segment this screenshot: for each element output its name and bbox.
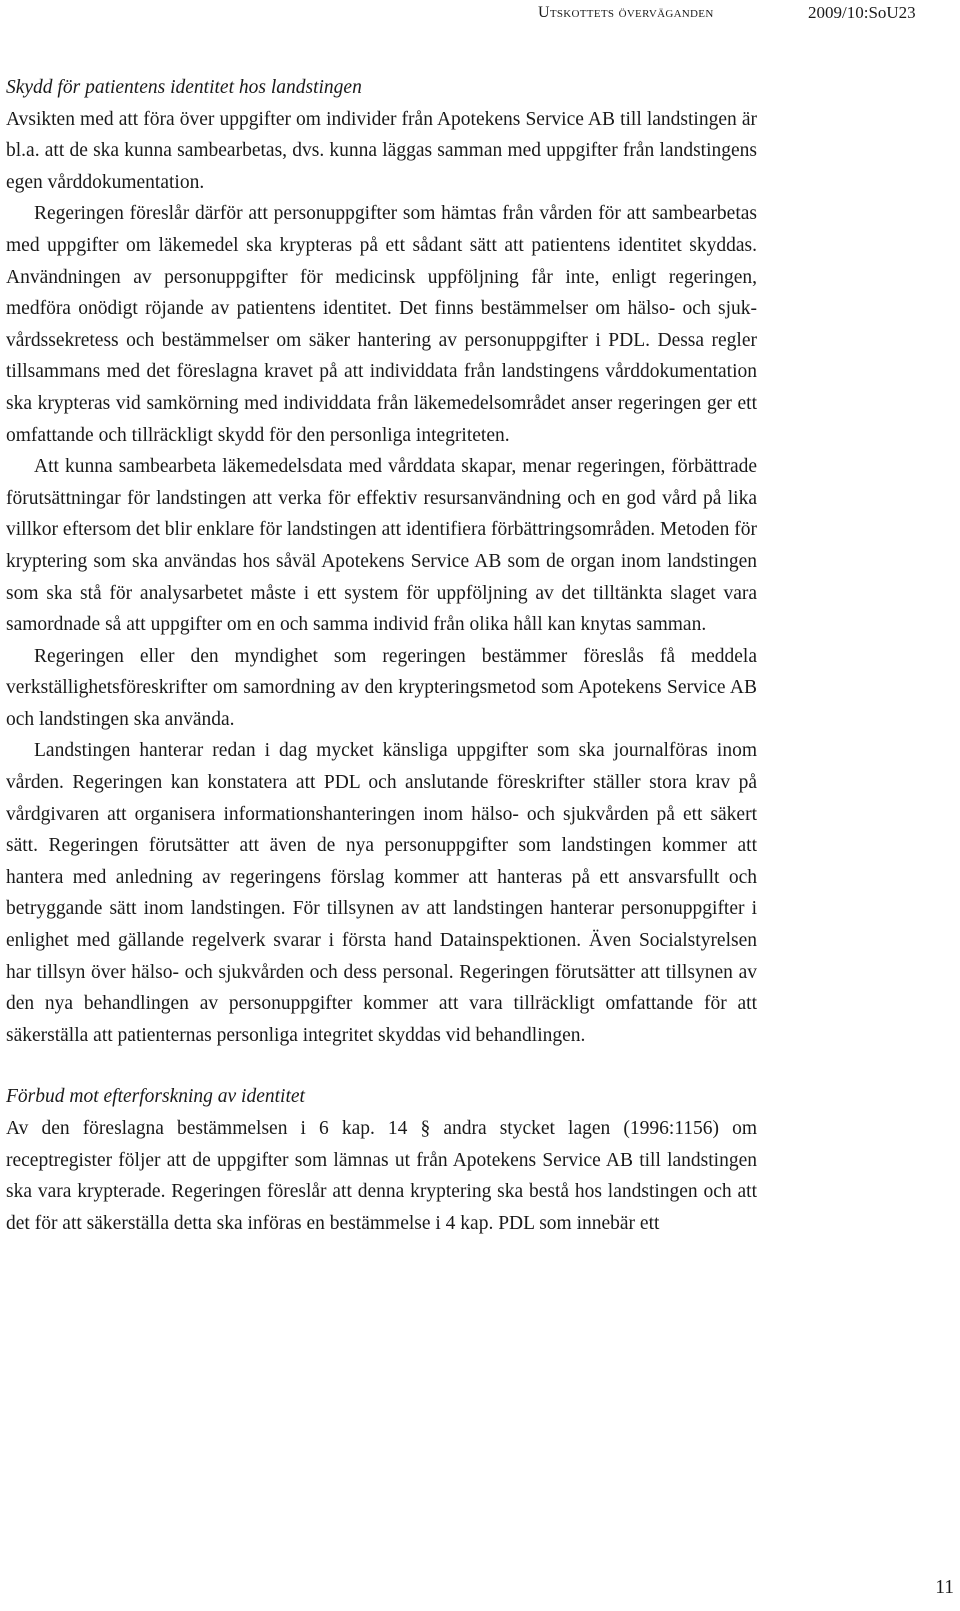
running-header-ref: 2009/10:SoU23 xyxy=(808,3,916,22)
page-body xyxy=(6,72,757,1239)
running-header-title: Utskottets överväganden xyxy=(538,4,714,21)
body-paragraph: Regeringen eller den myndighet som regeringen bestämmer föreslås få meddela verkställighetsföreskrifter om samordning av den krypteringsmetod som Apotekens Service AB och landstingen ska använda. xyxy=(6,645,757,730)
body-paragraph: Av den föreslagna bestämmelsen i 6 kap. 14 § andra stycket lagen (1996:1156) om receptregister följer att de uppgifter som lämnas ut från Apotekens Service AB till landstingen ska vara krypterade. Regeringen föreslår att denna kryptering ska bestå hos landstingen och att det för att säkerställa detta ska införas en bestämmelse i 4 kap. PDL som innebär ett xyxy=(6,1118,757,1234)
body-paragraph: Regeringen föreslår därför att personuppgifter som hämtas från vården för att sambearbetas med uppgifter om läkemedel ska krypteras på ett sådant sätt att patientens identitet skyddas. Användningen av personuppgifter för medicinsk uppföljning får inte, enligt regeringen, medföra onödigt röjande av patientens identitet. Det finns bestämmelser om hälso- och sjukvårdssekretess och bestämmelser om säker hantering av personuppgifter i PDL. Dessa regler tillsammans med det föreslagna kravet på att individdata från landstingens vårddokumentation ska krypteras vid samkörning med individdata från läkemedelsområdet anser regeringen ger ett omfattande och tillräckligt skydd för den personliga integriteten. xyxy=(6,203,757,446)
body-paragraph: Avsikten med att föra över uppgifter om individer från Apotekens Service AB till landstingen är bl.a. att de ska kunna sambearbetas, dvs. kunna läggas samman med uppgifter från landstingens egen vårddokumentation. xyxy=(6,108,757,193)
section-heading: Skydd för patientens identitet hos landstingen xyxy=(6,77,362,98)
page-number: 11 xyxy=(935,1577,954,1598)
section-heading: Förbud mot efterforskning av identitet xyxy=(6,1086,305,1108)
body-paragraph: Landstingen hanterar redan i dag mycket känsliga uppgifter som ska journalföras inom vården. Regeringen kan konstatera att PDL och anslutande föreskrifter ställer stora krav på vårdgivaren att organisera informationshanteringen inom hälso- och sjukvården på ett säkert sätt. Regeringen förutsätter att även de nya personuppgifter som landstingen kommer att hantera med anledning av regeringens förslag kommer att hanteras på ett ansvarsfullt och betryggande sätt inom landstingen. För tillsynen av att landstingen hanterar personuppgifter i enlighet med gällande regelverk svarar i första hand Datainspektionen. Även Socialstyrelsen har tillsyn över hälso- och sjukvården och dess personal. Regeringen förutsätter att tillsynen av den nya behandlingen av personuppgifter kommer att vara tillräckligt omfattande för att säkerställa att patienternas personliga integritet skyddas vid behandlingen. xyxy=(6,740,757,1046)
body-paragraph: Att kunna sambearbeta läkemedelsdata med vårddata skapar, menar regeringen, förbättrade förutsättningar för landstingen att verka för effektiv resursanvändning och en god vård på lika villkor eftersom det blir enklare för landstingen att identifiera förbättringsområden. Metoden för kryptering som ska användas hos såväl Apotekens Service AB som de organ inom landstingen som ska stå för analysarbetet måste i ett system för uppföljning av det tilltänkta slaget vara samordnade så att uppgifter om en och samma individ från olika håll kan knytas samman. xyxy=(6,456,757,636)
